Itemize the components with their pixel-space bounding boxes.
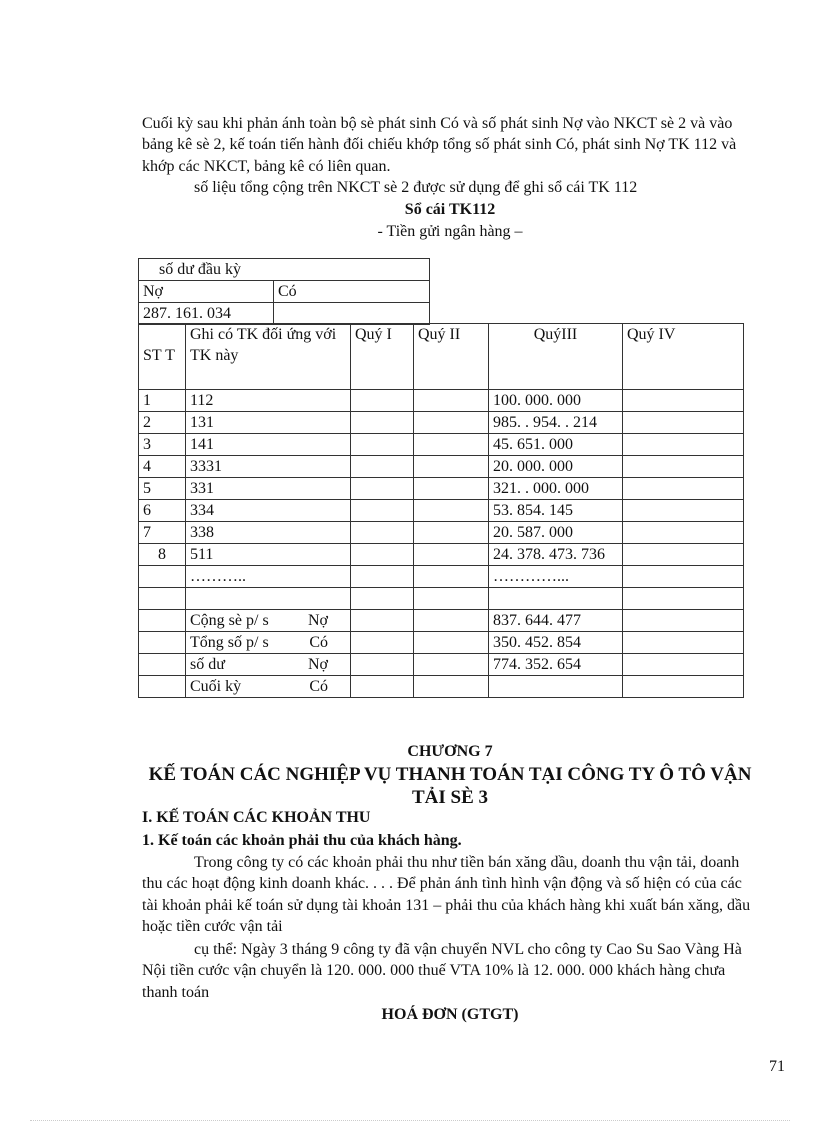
header-q1: Quý I: [351, 324, 414, 390]
row-q4: [623, 676, 744, 698]
row-q4: [623, 610, 744, 632]
row-account: [186, 588, 351, 610]
row-q1: [351, 478, 414, 500]
table-row: [139, 434, 744, 456]
row-q4: [623, 544, 744, 566]
total-label: Tổng số p/ s: [190, 634, 269, 651]
row-q4: [623, 522, 744, 544]
row-account: 331: [186, 478, 351, 500]
row-stt: 7: [139, 522, 186, 544]
row-q1: [351, 544, 414, 566]
page-number: 71: [769, 1058, 785, 1075]
table-total-row: [139, 610, 744, 632]
row-q1: [351, 456, 414, 478]
header-account: Ghi có TK đối ứng với TK này: [186, 324, 351, 390]
total-side: Nợ: [307, 656, 328, 673]
row-q3: 20. 000. 000: [489, 456, 623, 478]
table-header-row: [139, 324, 744, 390]
row-q3: 350. 452. 854: [489, 632, 623, 654]
row-q4: [623, 588, 744, 610]
row-account: 112: [186, 390, 351, 412]
table-row: [139, 588, 744, 610]
row-q2: [414, 676, 489, 698]
row-account: 334: [186, 500, 351, 522]
row-q1: [351, 522, 414, 544]
row-q3: 321. . 000. 000: [489, 478, 623, 500]
table-total-row: [139, 676, 744, 698]
table-row: [139, 390, 744, 412]
row-q2: [414, 522, 489, 544]
ledger-table: [138, 323, 744, 698]
total-side: Nợ: [307, 612, 328, 629]
row-q4: [623, 632, 744, 654]
row-account: 338: [186, 522, 351, 544]
row-q2: [414, 456, 489, 478]
header-q3: QuýIII: [489, 324, 623, 390]
row-q3: 100. 000. 000: [489, 390, 623, 412]
row-stt: [139, 654, 186, 676]
row-q1: [351, 610, 414, 632]
row-q1: [351, 676, 414, 698]
row-stt: [139, 588, 186, 610]
row-q3: 985. . 954. . 214: [489, 412, 623, 434]
row-stt: [139, 676, 186, 698]
ledger-title: Sổ cái TK112: [404, 201, 496, 218]
row-q2: [414, 544, 489, 566]
row-q1: [351, 654, 414, 676]
total-label: Cuối kỳ: [190, 678, 242, 695]
row-q1: [351, 632, 414, 654]
opening-balance-value: 287. 161. 034: [139, 303, 274, 325]
row-stt: 4: [139, 456, 186, 478]
row-q1: [351, 412, 414, 434]
row-account: 3331: [186, 456, 351, 478]
row-stt: [139, 610, 186, 632]
row-q4: [623, 434, 744, 456]
row-q3: 837. 644. 477: [489, 610, 623, 632]
section-heading: I. KẾ TOÁN CÁC KHOẢN THU: [142, 809, 371, 826]
row-q2: [414, 412, 489, 434]
opening-balance-table: [138, 258, 430, 325]
row-stt: 5: [139, 478, 186, 500]
credit-label: Có: [274, 281, 430, 303]
row-q2: [414, 654, 489, 676]
row-q2: [414, 610, 489, 632]
total-side: Có: [309, 634, 328, 651]
chapter-paragraph: Trong công ty có các khoản phải thu như tiền bán xăng dầu, doanh thu vận tải, doanh thu các hoạt động kinh doanh khác. . . . Để phản ánh tình hình vận động và số hiện có của các tài khoản phải kế toán sử dụng tài khoản 131 – phải thu của khách hàng khi xuất bán xăng, dầu hoặc tiền cước vận tải: [142, 854, 751, 935]
row-q1: [351, 390, 414, 412]
row-q2: [414, 588, 489, 610]
row-stt: [139, 632, 186, 654]
row-q2: [414, 478, 489, 500]
ledger-subtitle: - Tiền gửi ngân hàng –: [377, 223, 523, 240]
invoice-heading: HOÁ ĐƠN (GTGT): [381, 1006, 519, 1023]
row-q3: 45. 651. 000: [489, 434, 623, 456]
total-label: số dư: [190, 656, 225, 673]
row-q3: …………...: [489, 566, 623, 588]
row-q3: 53. 854. 145: [489, 500, 623, 522]
table-total-row: [139, 654, 744, 676]
row-q4: [623, 456, 744, 478]
row-q3: 774. 352. 654: [489, 654, 623, 676]
row-account: 511: [186, 544, 351, 566]
page-footer-divider: [30, 1120, 790, 1121]
table-row: [139, 544, 744, 566]
row-q4: [623, 478, 744, 500]
row-account: ………..: [186, 566, 351, 588]
chapter-number: CHƯƠNG 7: [407, 743, 493, 760]
row-q4: [623, 654, 744, 676]
row-stt: 3: [139, 434, 186, 456]
row-stt: 2: [139, 412, 186, 434]
total-label-cell: [186, 676, 351, 698]
intro-paragraph: Cuối kỳ sau khi phản ánh toàn bộ sè phát sinh Có và số phát sinh Nợ vào NKCT sè 2 và vào bảng kê sè 2, kế toán tiến hành đối chiếu khớp tổng số phát sinh Có, phát sinh Nợ TK 112 và khớp các NKCT, bảng kê có liên quan.: [142, 115, 737, 175]
row-q1: [351, 500, 414, 522]
chapter-title: KẾ TOÁN CÁC NGHIỆP VỤ THANH TOÁN TẠI CÔNG TY Ô TÔ VẬN TẢI SÈ 3: [148, 764, 752, 808]
row-q3: 20. 587. 000: [489, 522, 623, 544]
row-stt: [139, 566, 186, 588]
header-stt: ST T: [139, 324, 186, 390]
intro-paragraph-2: số liệu tổng cộng trên NKCT sè 2 được sử dụng để ghi sổ cái TK 112: [194, 179, 638, 196]
row-account: 131: [186, 412, 351, 434]
row-q2: [414, 500, 489, 522]
header-q4: Quý IV: [623, 324, 744, 390]
opening-balance-credit: [274, 303, 430, 325]
table-row: [139, 500, 744, 522]
row-stt: 8: [139, 544, 186, 566]
row-account: 141: [186, 434, 351, 456]
total-label: Cộng sè p/ s: [190, 612, 269, 629]
row-q2: [414, 390, 489, 412]
row-q4: [623, 412, 744, 434]
subsection-heading: 1. Kế toán các khoản phải thu của khách hàng.: [142, 832, 462, 849]
row-q2: [414, 566, 489, 588]
total-label-cell: [186, 654, 351, 676]
row-q2: [414, 632, 489, 654]
row-q3: [489, 676, 623, 698]
row-q3: 24. 378. 473. 736: [489, 544, 623, 566]
table-row: [139, 412, 744, 434]
row-stt: 1: [139, 390, 186, 412]
total-label-cell: [186, 610, 351, 632]
total-label-cell: [186, 632, 351, 654]
opening-balance-label: số dư đầu kỳ: [139, 259, 430, 281]
table-total-row: [139, 632, 744, 654]
debit-label: Nợ: [139, 281, 274, 303]
row-q1: [351, 566, 414, 588]
table-row: [139, 522, 744, 544]
header-q2: Quý II: [414, 324, 489, 390]
row-q4: [623, 390, 744, 412]
row-q4: [623, 500, 744, 522]
table-row: [139, 456, 744, 478]
table-row: [139, 566, 744, 588]
row-q3: [489, 588, 623, 610]
total-side: Có: [309, 678, 328, 695]
chapter-paragraph-2: cụ thể: Ngày 3 tháng 9 công ty đã vận chuyển NVL cho công ty Cao Su Sao Vàng Hà Nội tiền cước vận chuyển là 120. 000. 000 thuế VTA 10% là 12. 000. 000 khách hàng chưa thanh toán: [142, 941, 742, 1001]
row-q2: [414, 434, 489, 456]
row-q1: [351, 434, 414, 456]
row-q4: [623, 566, 744, 588]
row-q1: [351, 588, 414, 610]
table-row: [139, 478, 744, 500]
row-stt: 6: [139, 500, 186, 522]
